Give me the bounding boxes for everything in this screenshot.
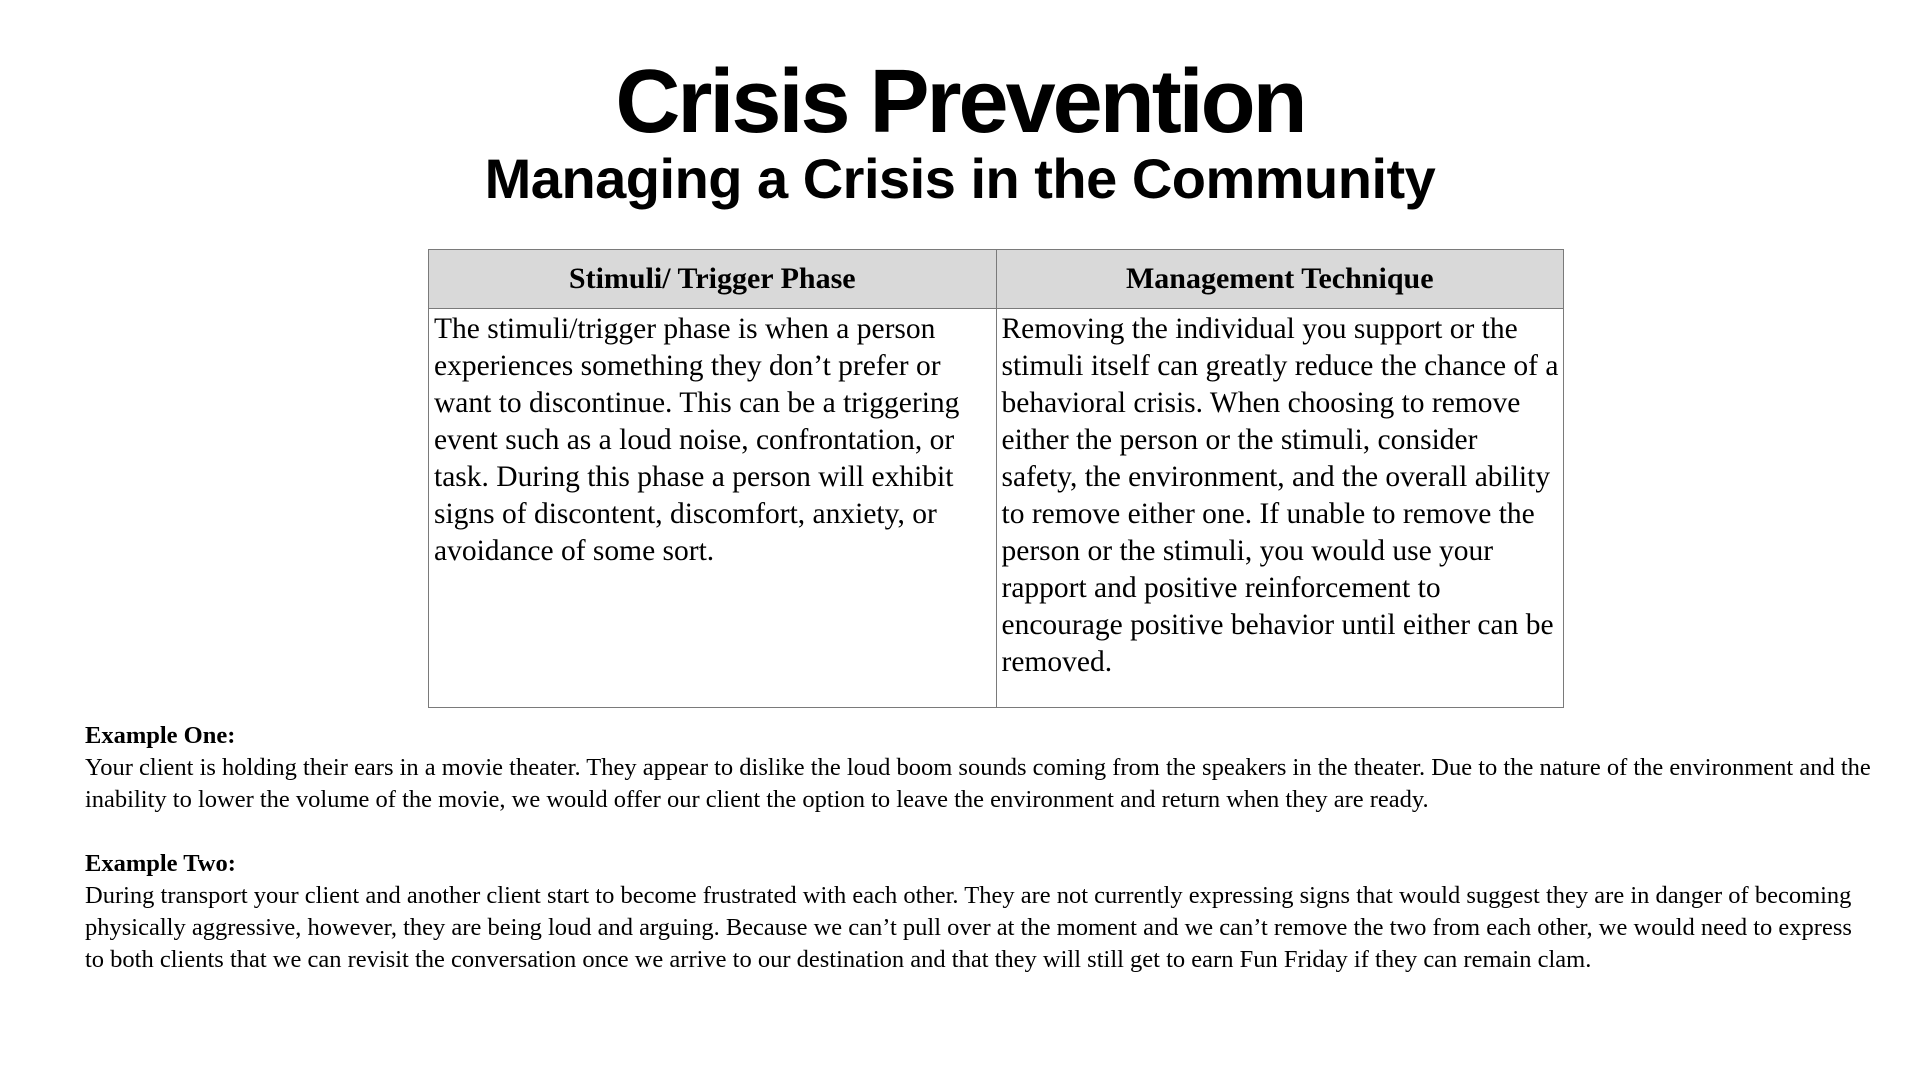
cell-trigger-phase-description: The stimuli/trigger phase is when a person experiences something they don’t prefer or want to discontinue. This can be a triggering event such as a loud noise, confrontation, or task. During this phase a person will exhibit signs of discontent, discomfort, anxiety, or avoidance of some sort. bbox=[429, 309, 997, 708]
table-header-row bbox=[429, 250, 1564, 309]
header-management-technique: Management Technique bbox=[996, 250, 1564, 309]
example-two-label: Example Two: bbox=[85, 850, 236, 877]
header-stimuli-trigger-phase: Stimuli/ Trigger Phase bbox=[429, 250, 997, 309]
example-one-label: Example One: bbox=[85, 722, 236, 749]
page-subtitle: Managing a Crisis in the Community bbox=[484, 147, 1436, 210]
phase-table bbox=[428, 249, 1564, 708]
cell-management-technique-description: Removing the individual you support or the stimuli itself can greatly reduce the chance of a behavioral crisis. When choosing to remove either the person or the stimuli, consider safety, the environment, and the overall ability to remove either one. If unable to remove the person or the stimuli, you would use your rapport and positive reinforcement to encourage positive behavior until either can be removed. bbox=[996, 309, 1564, 708]
example-two-text: During transport your client and another client start to become frustrated with each other. They are not currently expressing signs that would suggest they are in danger of becoming physically aggressive, however, they are being loud and arguing. Because we can’t pull over at the moment and we can’t remove the two from each other, we would need to express to both clients that we can revisit the conversation once we arrive to our destination and that they will still get to earn Fun Friday if they can remain clam. bbox=[85, 882, 1852, 973]
example-one bbox=[85, 720, 1875, 816]
page-title: Crisis Prevention bbox=[615, 52, 1305, 152]
table-row bbox=[429, 309, 1564, 708]
example-two bbox=[85, 848, 1875, 976]
example-one-text: Your client is holding their ears in a movie theater. They appear to dislike the loud boom sounds coming from the speakers in the theater. Due to the nature of the environment and the inability to lower the volume of the movie, we would offer our client the option to leave the environment and return when they are ready. bbox=[85, 754, 1871, 813]
examples-section bbox=[85, 720, 1875, 1008]
